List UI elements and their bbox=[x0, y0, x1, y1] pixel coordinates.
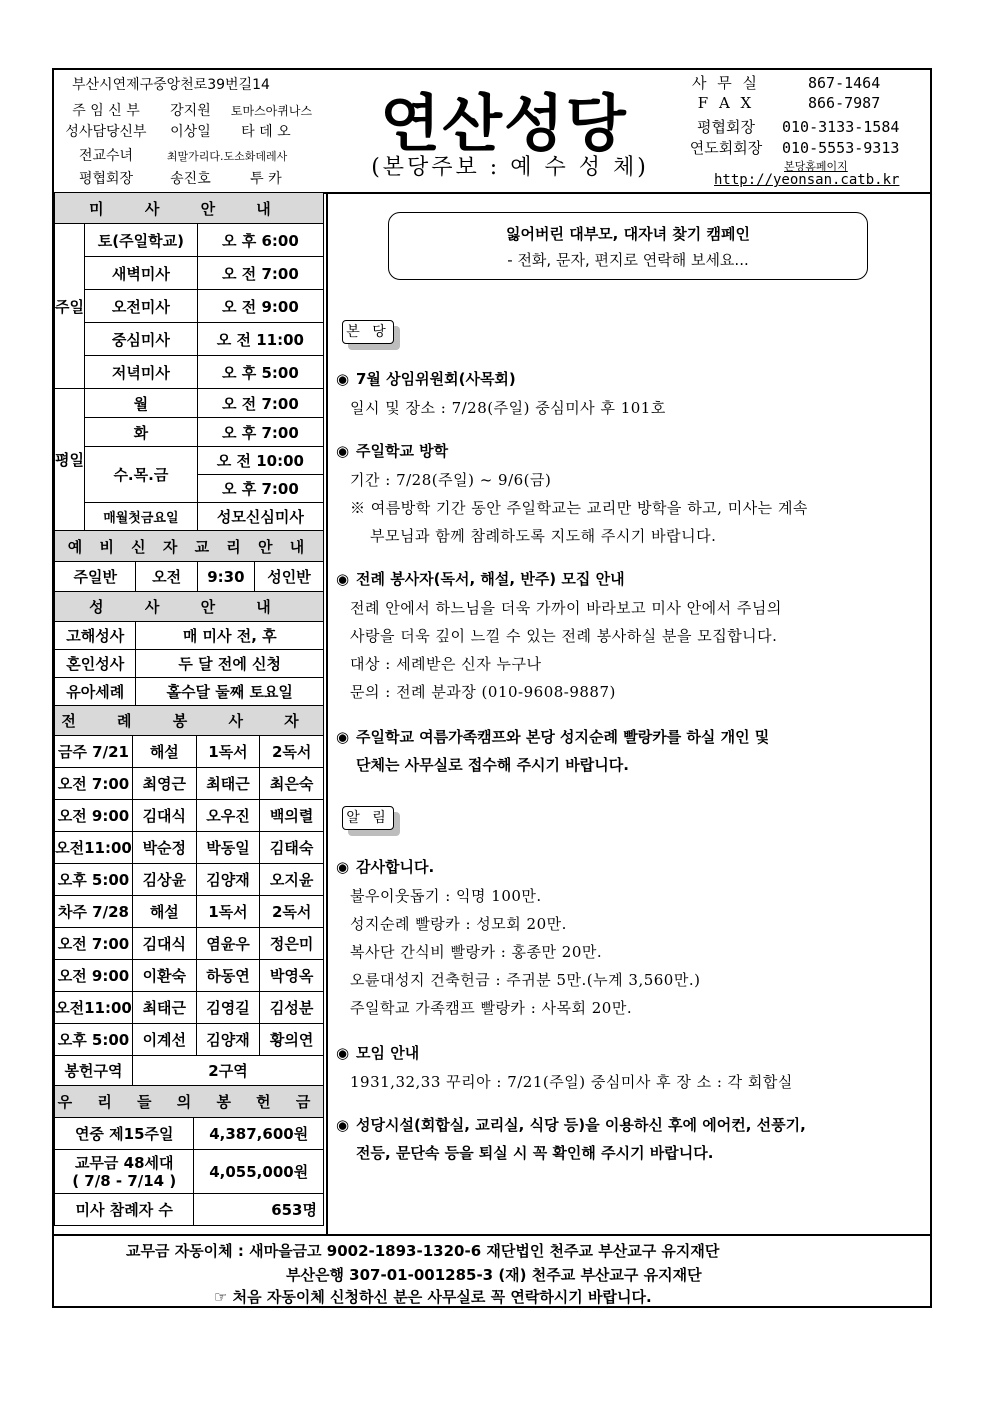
item-text: 불우이웃돕기 : 익명 100만. bbox=[350, 887, 542, 905]
mass-name: 매월첫금요일 bbox=[84, 503, 197, 531]
item-title-text: 전등, 문단속 등을 퇴실 시 꼭 확인해 주시기 바랍니다. bbox=[356, 1144, 714, 1162]
server-cell: 오전 9:00 bbox=[55, 800, 133, 832]
server-cell: 이계선 bbox=[132, 1024, 196, 1056]
staff-role: 주 임 신 부 bbox=[72, 103, 140, 119]
mass-time: 오 후 7:00 bbox=[197, 475, 323, 503]
server-cell: 이환숙 bbox=[132, 960, 196, 992]
contact-label: 연도회회장 bbox=[689, 139, 763, 157]
mass-name: 새벽미사 bbox=[84, 257, 197, 290]
sacrament-info: 홀수달 둘째 토요일 bbox=[136, 678, 324, 706]
item-title bbox=[336, 1042, 419, 1063]
servers-heading: 전 례 봉 사 자 bbox=[55, 706, 324, 736]
item-title-text: 모임 안내 bbox=[356, 1044, 420, 1062]
server-cell: 하동연 bbox=[196, 960, 260, 992]
bulletin-footer bbox=[54, 1234, 930, 1308]
item-text: 복사단 간식비 빨랑카 : 홍종만 20만. bbox=[350, 943, 603, 961]
server-cell: 해설 bbox=[132, 896, 196, 928]
mass-name: 중심미사 bbox=[84, 323, 197, 356]
offering-value: 4,055,000원 bbox=[194, 1150, 324, 1194]
contact-label: F A X bbox=[697, 94, 755, 112]
mass-time: 오 전 7:00 bbox=[197, 389, 323, 418]
server-cell: 오지윤 bbox=[260, 864, 324, 896]
contact-value: 867-1464 bbox=[808, 74, 881, 92]
bullet-icon: ◉ bbox=[336, 570, 350, 588]
mass-name: 토(주일학교) bbox=[84, 224, 197, 257]
item-title-text: 성당시설(회합실, 교리실, 식당 등)을 이용하신 후에 에어컨, 선풍기, bbox=[356, 1116, 806, 1134]
server-cell: 1독서 bbox=[196, 736, 260, 768]
server-cell: 오후 5:00 bbox=[55, 1024, 133, 1056]
item-text: 일시 및 장소 : 7/28(주일) 중심미사 후 101호 bbox=[350, 399, 666, 417]
district-label: 봉헌구역 bbox=[55, 1056, 133, 1086]
footer-line: 부산은행 307-01-001285-3 (재) 천주교 부산교구 유지재단 bbox=[286, 1266, 702, 1284]
item-text: 대상 : 세례받은 신자 누구나 bbox=[350, 655, 542, 673]
item-title bbox=[336, 726, 769, 747]
server-cell: 1독서 bbox=[196, 896, 260, 928]
server-cell: 김양재 bbox=[196, 864, 260, 896]
server-cell: 금주 7/21 bbox=[55, 736, 133, 768]
staff-row bbox=[62, 145, 287, 165]
staff-name: 강지원 bbox=[170, 103, 211, 119]
banner-line: - 전화, 문자, 편지로 연락해 보세요... bbox=[507, 251, 749, 269]
contact-label: 평협회장 bbox=[697, 118, 755, 136]
offering-value: 4,387,600원 bbox=[194, 1118, 324, 1150]
section-tag-notice: 알 림 bbox=[342, 806, 394, 830]
server-cell: 백의렬 bbox=[260, 800, 324, 832]
item-title bbox=[336, 440, 448, 461]
staff-baptism: 최말가리다.도소화데레사 bbox=[166, 150, 288, 163]
server-cell: 황의연 bbox=[260, 1024, 324, 1056]
staff-row bbox=[62, 100, 312, 120]
item-text: 전례 안에서 하느님을 더욱 가까이 바라보고 미사 안에서 주님의 bbox=[350, 599, 782, 617]
mass-time: 오 전 11:00 bbox=[197, 323, 323, 356]
campaign-banner bbox=[388, 212, 868, 280]
server-cell: 오전 9:00 bbox=[55, 960, 133, 992]
server-cell: 오전11:00 bbox=[55, 992, 133, 1024]
server-cell: 김성분 bbox=[260, 992, 324, 1024]
offering-label: 교무금 48세대 ( 7/8 - 7/14 ) bbox=[55, 1150, 194, 1194]
district-value: 2구역 bbox=[132, 1056, 323, 1086]
mass-time: 오 전 10:00 bbox=[197, 447, 323, 475]
weekday-label: 평일 bbox=[55, 389, 85, 531]
server-cell: 김상윤 bbox=[132, 864, 196, 896]
server-cell: 2독서 bbox=[260, 736, 324, 768]
item-title-text: 전례 봉사자(독서, 해설, 반주) 모집 안내 bbox=[356, 570, 625, 588]
announcements bbox=[328, 192, 930, 1234]
sacrament-name: 혼인성사 bbox=[55, 650, 136, 678]
server-cell: 최태근 bbox=[132, 992, 196, 1024]
server-cell: 김대식 bbox=[132, 800, 196, 832]
contact-value: 866-7987 bbox=[808, 94, 881, 112]
contact-label: 사 무 실 bbox=[691, 74, 760, 92]
bullet-icon: ◉ bbox=[336, 1044, 350, 1062]
parish-title: 연산성당 bbox=[380, 87, 628, 160]
mass-time: 오 전 9:00 bbox=[197, 290, 323, 323]
server-cell: 정은미 bbox=[260, 928, 324, 960]
item-text: 오륜대성지 건축헌금 : 주귀분 5만.(누계 3,560만.) bbox=[350, 971, 701, 989]
staff-row bbox=[62, 121, 301, 141]
staff-baptism: 타 데 오 bbox=[241, 124, 291, 140]
homepage-label: 본당홈페이지 bbox=[784, 160, 848, 173]
server-cell: 김대식 bbox=[132, 928, 196, 960]
item-title bbox=[336, 368, 516, 389]
server-cell: 김영길 bbox=[196, 992, 260, 1024]
offering-table bbox=[54, 1117, 324, 1226]
staff-role: 성사담당신부 bbox=[65, 124, 147, 140]
bullet-icon: ◉ bbox=[336, 442, 350, 460]
server-cell: 오전 7:00 bbox=[55, 768, 133, 800]
item-title-text: 감사합니다. bbox=[356, 858, 435, 876]
catechumen-cell: 주일반 bbox=[55, 562, 136, 592]
footer-line: 교무금 자동이체 : 새마을금고 9002-1893-1320-6 재단법인 천주교 부산교구 유지재단 bbox=[126, 1242, 720, 1260]
staff-baptism: 토마스아퀴나스 bbox=[230, 104, 313, 118]
item-title bbox=[336, 1114, 806, 1135]
server-cell: 최태근 bbox=[196, 768, 260, 800]
contact-row bbox=[684, 72, 880, 93]
server-cell: 오후 5:00 bbox=[55, 864, 133, 896]
staff-role: 전교수녀 bbox=[78, 148, 134, 164]
schedule-sidebar bbox=[54, 192, 328, 1234]
banner-line: 잃어버린 대부모, 대자녀 찾기 캠페인 bbox=[506, 225, 750, 243]
sacrament-name: 유아세례 bbox=[55, 678, 136, 706]
contact-value: 010-3133-1584 bbox=[782, 118, 900, 136]
sacrament-name: 고해성사 bbox=[55, 622, 136, 650]
item-text: 성지순례 빨랑카 : 성모회 20만. bbox=[350, 915, 567, 933]
contact-row bbox=[684, 137, 899, 158]
homepage-link[interactable]: http://yeonsan.catb.kr bbox=[714, 172, 900, 188]
mass-time: 성모신심미사 bbox=[197, 503, 323, 531]
address: 부산시연제구중앙천로39번길14 bbox=[72, 77, 270, 93]
bulletin-page bbox=[52, 68, 932, 1308]
item-title bbox=[336, 568, 625, 589]
item-title-text: 7월 상임위원회(사목회) bbox=[356, 370, 516, 388]
bullet-icon: ◉ bbox=[336, 858, 350, 876]
server-cell: 최은숙 bbox=[260, 768, 324, 800]
offering-heading: 우 리 들 의 봉 헌 금 bbox=[55, 1086, 324, 1118]
server-cell: 차주 7/28 bbox=[55, 896, 133, 928]
offering-label: 연중 제15주일 bbox=[55, 1118, 194, 1150]
item-text: ※ 여름방학 기간 동안 주일학교는 교리만 방학을 하고, 미사는 계속 bbox=[350, 499, 808, 517]
server-cell: 박동일 bbox=[196, 832, 260, 864]
bullet-icon: ◉ bbox=[336, 370, 350, 388]
item-text: 부모님과 함께 참례하도록 지도해 주시기 바랍니다. bbox=[370, 527, 717, 545]
catechumen-cell: 성인반 bbox=[254, 562, 323, 592]
mass-name: 수.목.금 bbox=[84, 447, 197, 503]
server-cell: 최영근 bbox=[132, 768, 196, 800]
mass-name: 월 bbox=[84, 389, 197, 418]
mass-name: 저녁미사 bbox=[84, 356, 197, 389]
server-cell: 염윤우 bbox=[196, 928, 260, 960]
server-cell: 김양재 bbox=[196, 1024, 260, 1056]
server-cell: 2독서 bbox=[260, 896, 324, 928]
schedule-table bbox=[54, 192, 324, 736]
offering-label: 미사 참례자 수 bbox=[55, 1194, 194, 1226]
sacrament-info: 매 미사 전, 후 bbox=[136, 622, 324, 650]
mass-name: 화 bbox=[84, 418, 197, 447]
server-cell: 오전 7:00 bbox=[55, 928, 133, 960]
item-title-text: 단체는 사무실로 접수해 주시기 바랍니다. bbox=[356, 756, 629, 774]
bullet-icon: ◉ bbox=[336, 728, 350, 746]
item-text: 주일학교 가족캠프 빨랑카 : 사목회 20만. bbox=[350, 999, 633, 1017]
server-cell: 박순정 bbox=[132, 832, 196, 864]
staff-block bbox=[54, 70, 324, 192]
bullet-icon: ◉ bbox=[336, 1116, 350, 1134]
staff-row bbox=[62, 168, 301, 188]
mass-time: 오 후 7:00 bbox=[197, 418, 323, 447]
staff-name: 이상일 bbox=[170, 124, 211, 140]
staff-role: 평협회장 bbox=[78, 171, 134, 187]
mass-time: 오 후 6:00 bbox=[197, 224, 323, 257]
item-text: 사랑을 더욱 깊이 느낄 수 있는 전례 봉사하실 분을 모집합니다. bbox=[350, 627, 778, 645]
mass-heading: 미 사 안 내 bbox=[55, 193, 324, 224]
sunday-label: 주일 bbox=[55, 224, 85, 389]
server-cell: 김태숙 bbox=[260, 832, 324, 864]
item-text: 기간 : 7/28(주일) ~ 9/6(금) bbox=[350, 471, 552, 489]
item-text: 1931,32,33 꾸리아 : 7/21(주일) 중심미사 후 장 소 : 각 회합실 bbox=[350, 1073, 793, 1091]
sacrament-info: 두 달 전에 신청 bbox=[136, 650, 324, 678]
bulletin-subtitle: (본당주보 : 예 수 성 체) bbox=[371, 155, 649, 180]
mass-time: 오 후 5:00 bbox=[197, 356, 323, 389]
sacrament-heading: 성 사 안 내 bbox=[55, 592, 324, 622]
server-cell: 오전11:00 bbox=[55, 832, 133, 864]
footer-line: ☞ 처음 자동이체 신청하신 분은 사무실로 꼭 연락하시기 바랍니다. bbox=[214, 1288, 652, 1306]
servers-table bbox=[54, 735, 324, 1118]
server-cell: 해설 bbox=[132, 736, 196, 768]
contact-block bbox=[684, 70, 930, 192]
staff-baptism: 투 카 bbox=[250, 171, 282, 187]
server-cell: 박영옥 bbox=[260, 960, 324, 992]
contact-row bbox=[684, 94, 880, 112]
item-title bbox=[336, 856, 434, 877]
bulletin-header bbox=[54, 70, 930, 194]
catechumen-cell: 9:30 bbox=[197, 562, 254, 592]
contact-value: 010-5553-9313 bbox=[782, 139, 900, 157]
section-tag-parish: 본 당 bbox=[342, 320, 394, 344]
mass-name: 오전미사 bbox=[84, 290, 197, 323]
catechumen-cell: 오전 bbox=[136, 562, 197, 592]
catechumen-heading: 예 비 신 자 교 리 안 내 bbox=[55, 531, 324, 562]
item-text: 문의 : 전례 분과장 (010-9608-9887) bbox=[350, 683, 616, 701]
server-cell: 오우진 bbox=[196, 800, 260, 832]
item-title-text: 주일학교 방학 bbox=[356, 442, 449, 460]
contact-row bbox=[684, 116, 899, 137]
mass-time: 오 전 7:00 bbox=[197, 257, 323, 290]
offering-value: 653명 bbox=[194, 1194, 324, 1226]
item-title-text: 주일학교 여름가족캠프와 본당 성지순례 빨랑카를 하실 개인 및 bbox=[356, 728, 770, 746]
staff-name: 송진호 bbox=[170, 171, 211, 187]
